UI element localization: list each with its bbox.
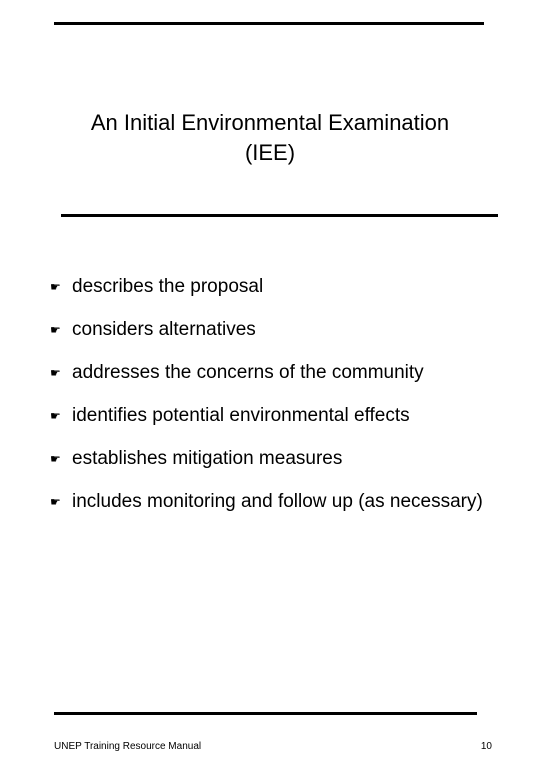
- title-divider: [61, 214, 498, 217]
- bullet-text: considers alternatives: [72, 319, 256, 340]
- footer-divider: [54, 712, 477, 715]
- page-number: 10: [480, 741, 492, 752]
- bullet-item: [50, 316, 520, 343]
- bullet-text: establishes mitigation measures: [72, 448, 343, 469]
- bullet-text: describes the proposal: [72, 276, 264, 297]
- footer-source: UNEP Training Resource Manual: [54, 741, 202, 752]
- pointing-hand-icon: ☛: [50, 366, 61, 380]
- bullet-item: [50, 402, 520, 429]
- bullet-text: identifies potential environmental effects: [72, 405, 410, 426]
- bullet-text: addresses the concerns of the community: [72, 362, 424, 383]
- pointing-hand-icon: ☛: [50, 280, 61, 294]
- top-divider: [54, 22, 484, 25]
- pointing-hand-icon: ☛: [50, 323, 61, 337]
- title-line-2: (IEE): [244, 140, 296, 165]
- title-line-1: An Initial Environmental Examination: [90, 110, 450, 135]
- pointing-hand-icon: ☛: [50, 495, 61, 509]
- bullet-item: [50, 445, 520, 472]
- bullet-item: [50, 359, 520, 386]
- pointing-hand-icon: ☛: [50, 452, 61, 466]
- bullet-item: [50, 488, 520, 515]
- page-title: [40, 108, 500, 168]
- bullet-list: [50, 273, 520, 531]
- pointing-hand-icon: ☛: [50, 409, 61, 423]
- bullet-item: [50, 273, 520, 300]
- bullet-text: includes monitoring and follow up (as necessary): [72, 491, 483, 512]
